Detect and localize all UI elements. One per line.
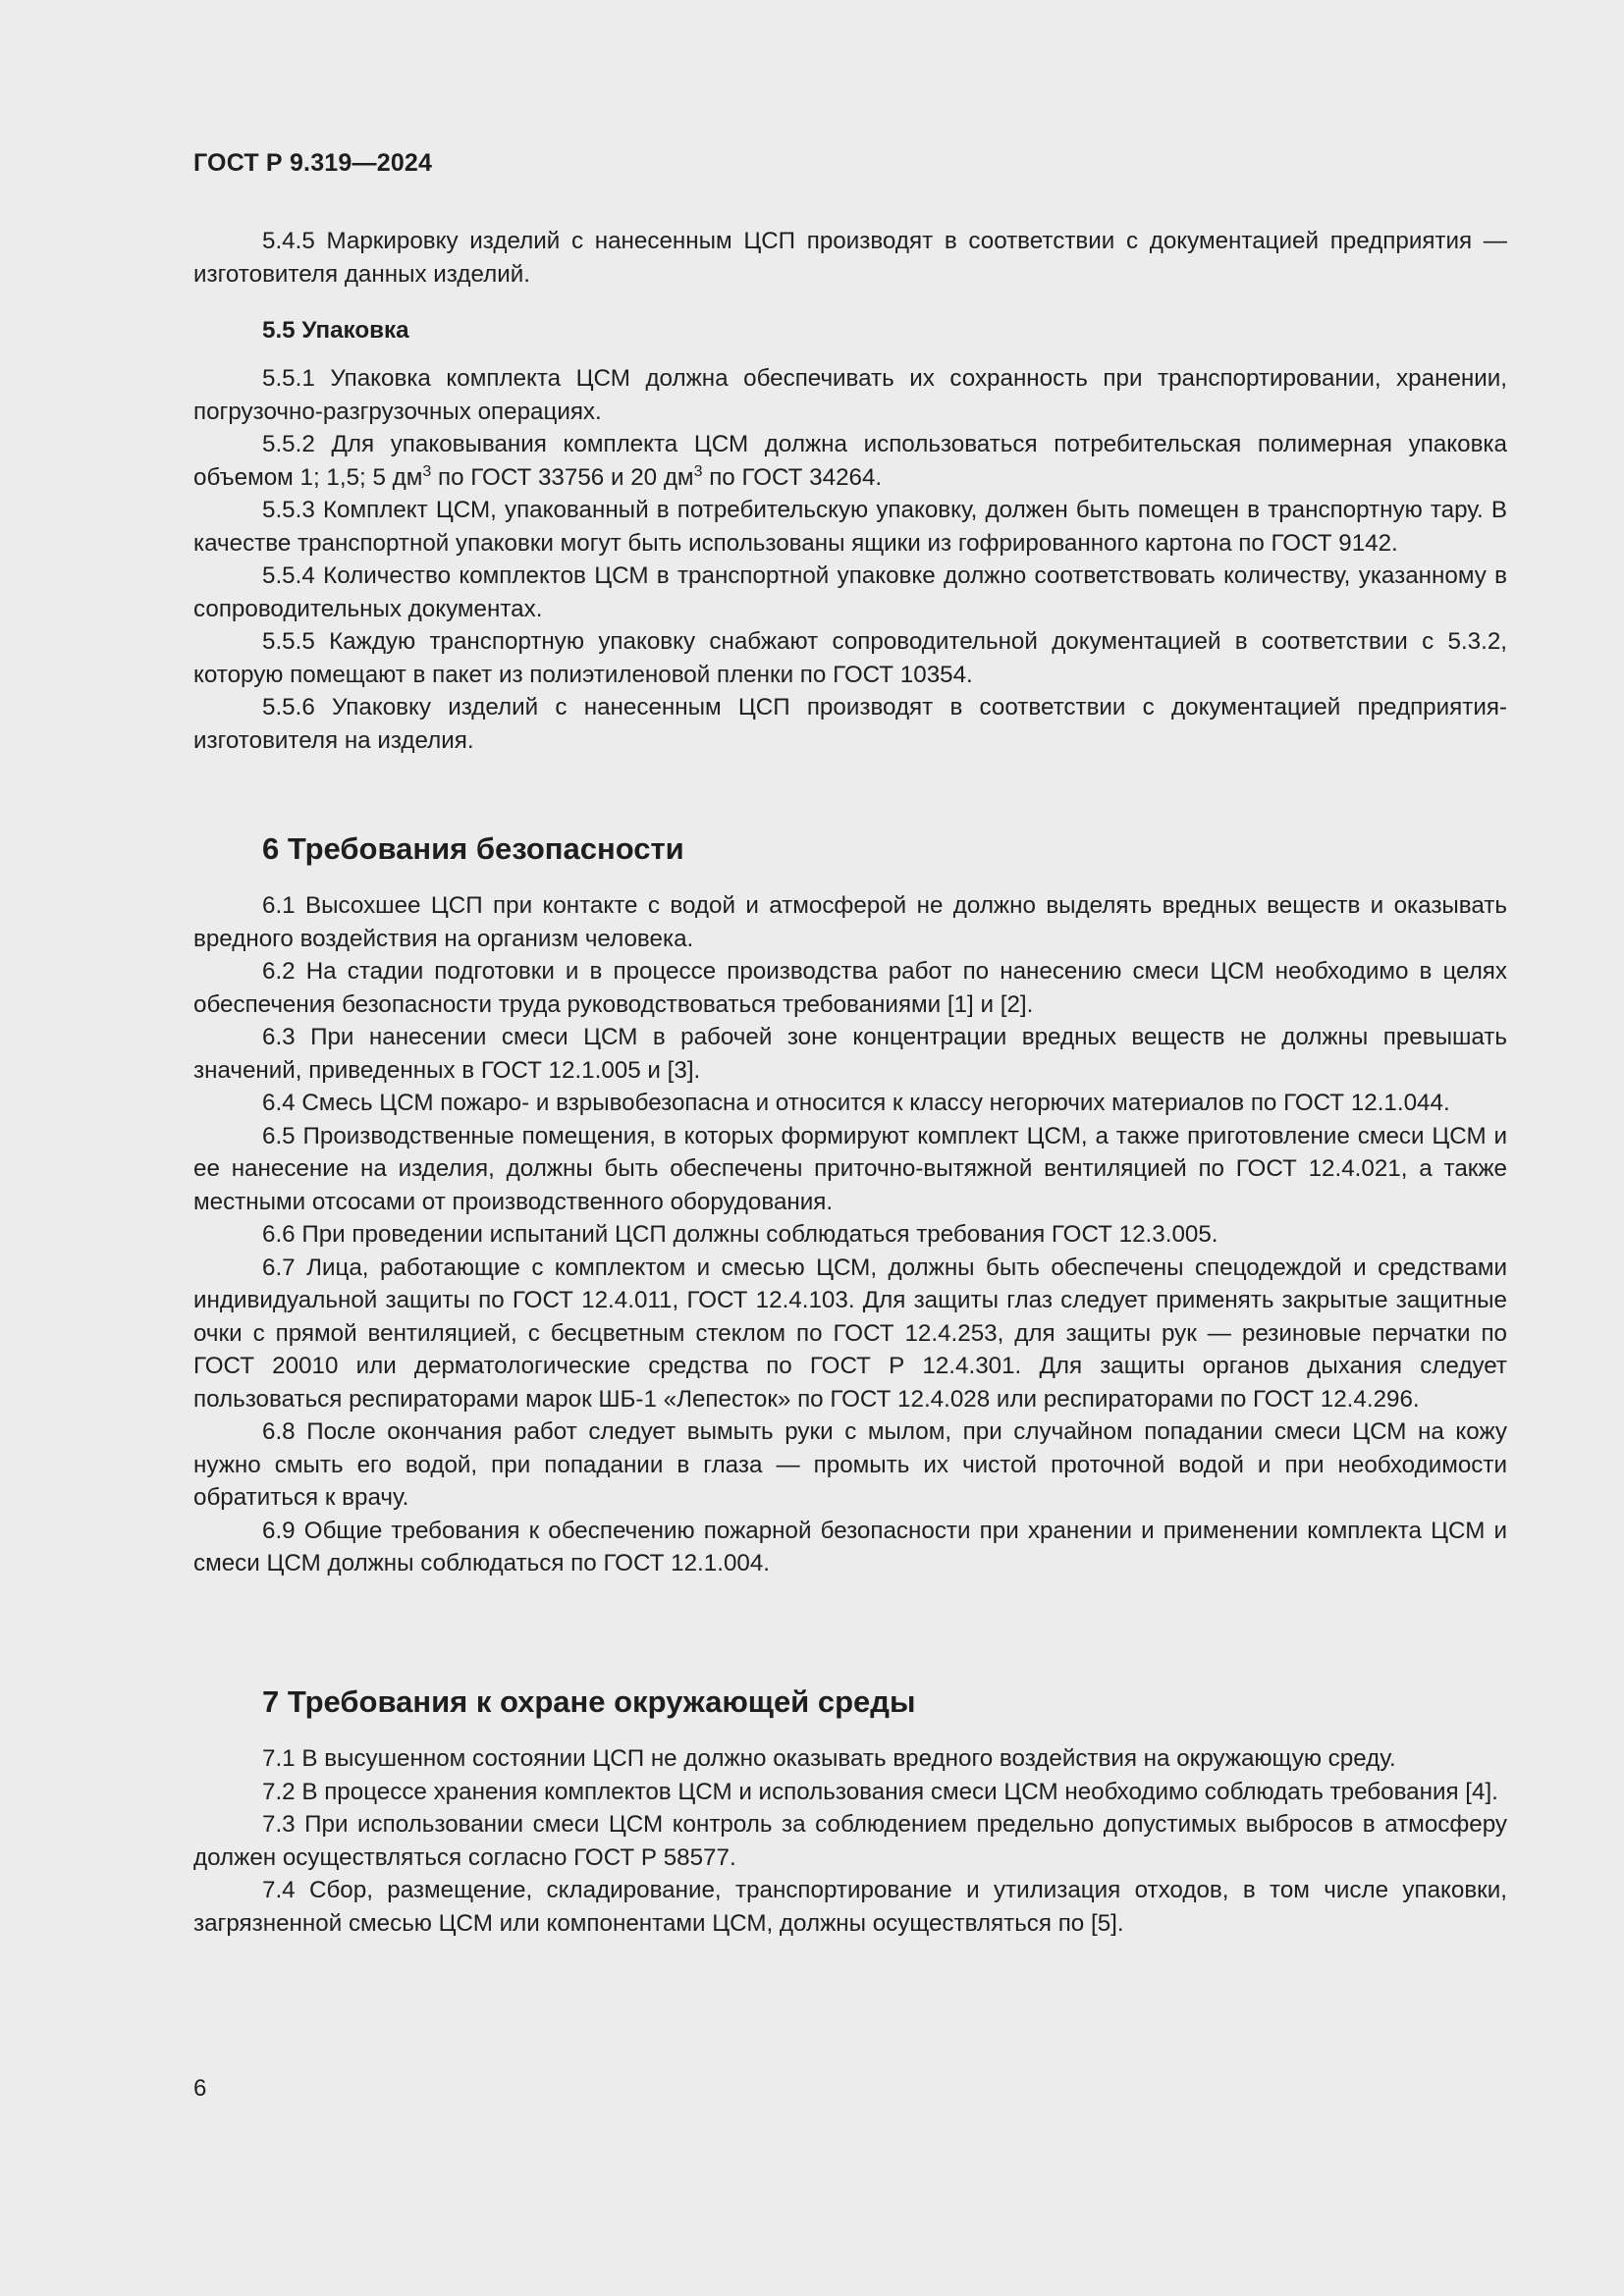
paragraph-6-9: 6.9 Общие требования к обеспечению пожарной безопасности при хранении и применении комплекта ЦСМ и смеси ЦСМ должны соблюдаться по ГОСТ 12.1.004. — [193, 1517, 1507, 1576]
section-5-5 — [193, 314, 1507, 347]
paragraph-6-7: 6.7 Лица, работающие с комплектом и смесью ЦСМ, должны быть обеспечены спецодеждой и средствами индивидуальной защиты по ГОСТ 12.4.011, ГОСТ 12.4.103. Для защиты глаз следует применять закрытые защитные очки с прямой вентиляцией, с бесцветным стеклом по ГОСТ 12.4.253, для защиты рук — резиновые перчатки по ГОСТ 20010 или дерматологические средства по ГОСТ Р 12.4.301. Для защиты органов дыхания следует пользоваться респираторами марок ШБ-1 «Лепесток» по ГОСТ 12.4.028 или респираторами по ГОСТ 12.4.296. — [193, 1254, 1507, 1413]
paragraph-6-8: 6.8 После окончания работ следует вымыть руки с мылом, при случайном попадании смеси ЦСМ на кожу нужно смыть его водой, при попадании в глаза — промыть их чистой проточной водой и при необходимости обратиться к врачу. — [193, 1418, 1507, 1511]
paragraph-5-5-6: 5.5.6 Упаковку изделий с нанесенным ЦСП производят в соответствии с документацией предприятия-изготовителя на изделия. — [193, 694, 1507, 754]
section-5-4-5 — [193, 225, 1507, 291]
paragraph-5-5-3: 5.5.3 Комплект ЦСМ, упакованный в потребительскую упаковку, должен быть помещен в транспортную тару. В качестве транспортной упаковки могут быть использованы ящики из гофрированного картона по ГОСТ 9142. — [193, 497, 1507, 557]
page-number: 6 — [193, 2075, 207, 2102]
paragraph-5-5-2-part1: 5.5.2 Для упаковывания комплекта ЦСМ должна использоваться потребительская полимерная упаковка объемом 1; 1,5; 5 дм — [193, 431, 1507, 491]
paragraph-7-1: 7.1 В высушенном состоянии ЦСП не должно оказывать вредного воздействия на окружающую среду. — [262, 1745, 1396, 1772]
paragraph-5-5-1: 5.5.1 Упаковка комплекта ЦСМ должна обеспечивать их сохранность при транспортировании, хранении, погрузочно-разгрузочных операциях. — [193, 365, 1507, 425]
section-6-heading — [193, 829, 1507, 869]
document-code-header: ГОСТ Р 9.319—2024 — [193, 149, 433, 177]
paragraph-5-5-2-part3: по ГОСТ 34264. — [702, 463, 883, 491]
paragraph-5-5-4: 5.5.4 Количество комплектов ЦСМ в транспортной упаковке должно соответствовать количеству, указанному в сопроводительных документах. — [193, 562, 1507, 622]
section-7-heading — [193, 1682, 1507, 1722]
section-5-5-body — [193, 362, 1507, 757]
superscript-cube-1: 3 — [422, 462, 432, 480]
section-6-body — [193, 889, 1507, 1580]
paragraph-6-6: 6.6 При проведении испытаний ЦСП должны соблюдаться требования ГОСТ 12.3.005. — [262, 1221, 1218, 1248]
paragraph-7-2: 7.2 В процессе хранения комплектов ЦСМ и использования смеси ЦСМ необходимо соблюдать требования [4]. — [262, 1778, 1498, 1805]
paragraph-5-4-5: 5.4.5 Маркировку изделий с нанесенным ЦСП производят в соответствии с документацией предприятия — изготовителя данных изделий. — [193, 228, 1507, 288]
heading-section-7: 7 Требования к охране окружающей среды — [262, 1684, 916, 1719]
subheading-5-5: 5.5 Упаковка — [262, 317, 409, 344]
superscript-cube-2: 3 — [693, 462, 703, 480]
paragraph-6-1: 6.1 Высохшее ЦСП при контакте с водой и атмосферой не должно выделять вредных веществ и оказывать вредного воздействия на организм человека. — [193, 892, 1507, 952]
paragraph-5-5-2 — [193, 428, 1507, 494]
paragraph-6-2: 6.2 На стадии подготовки и в процессе производства работ по нанесению смеси ЦСМ необходимо в целях обеспечения безопасности труда руководствоваться требованиями [1] и [2]. — [193, 958, 1507, 1018]
paragraph-6-4: 6.4 Смесь ЦСМ пожаро- и взрывобезопасна и относится к классу негорючих материалов по ГОСТ 12.1.044. — [262, 1090, 1450, 1116]
heading-section-6: 6 Требования безопасности — [262, 831, 684, 866]
paragraph-7-3: 7.3 При использовании смеси ЦСМ контроль за соблюдением предельно допустимых выбросов в атмосферу должен осуществляться согласно ГОСТ Р 58577. — [193, 1811, 1507, 1871]
paragraph-5-5-5: 5.5.5 Каждую транспортную упаковку снабжают сопроводительной документацией в соответствии с 5.3.2, которую помещают в пакет из полиэтиленовой пленки по ГОСТ 10354. — [193, 628, 1507, 688]
paragraph-6-3: 6.3 При нанесении смеси ЦСМ в рабочей зоне концентрации вредных веществ не должны превышать значений, приведенных в ГОСТ 12.1.005 и [3]. — [193, 1024, 1507, 1084]
paragraph-5-5-2-part2: по ГОСТ 33756 и 20 дм — [431, 463, 694, 491]
paragraph-7-4: 7.4 Сбор, размещение, складирование, транспортирование и утилизация отходов, в том числе упаковки, загрязненной смесью ЦСМ или компонентами ЦСМ, должны осуществляться по [5]. — [193, 1877, 1507, 1937]
section-7-body — [193, 1742, 1507, 1940]
paragraph-6-5: 6.5 Производственные помещения, в которых формируют комплект ЦСМ, а также приготовление смеси ЦСМ и ее нанесение на изделия, должны быть обеспечены приточно-вытяжной вентиляцией по ГОСТ 12.4.021, а также местными отсосами от производственного оборудования. — [193, 1122, 1507, 1215]
